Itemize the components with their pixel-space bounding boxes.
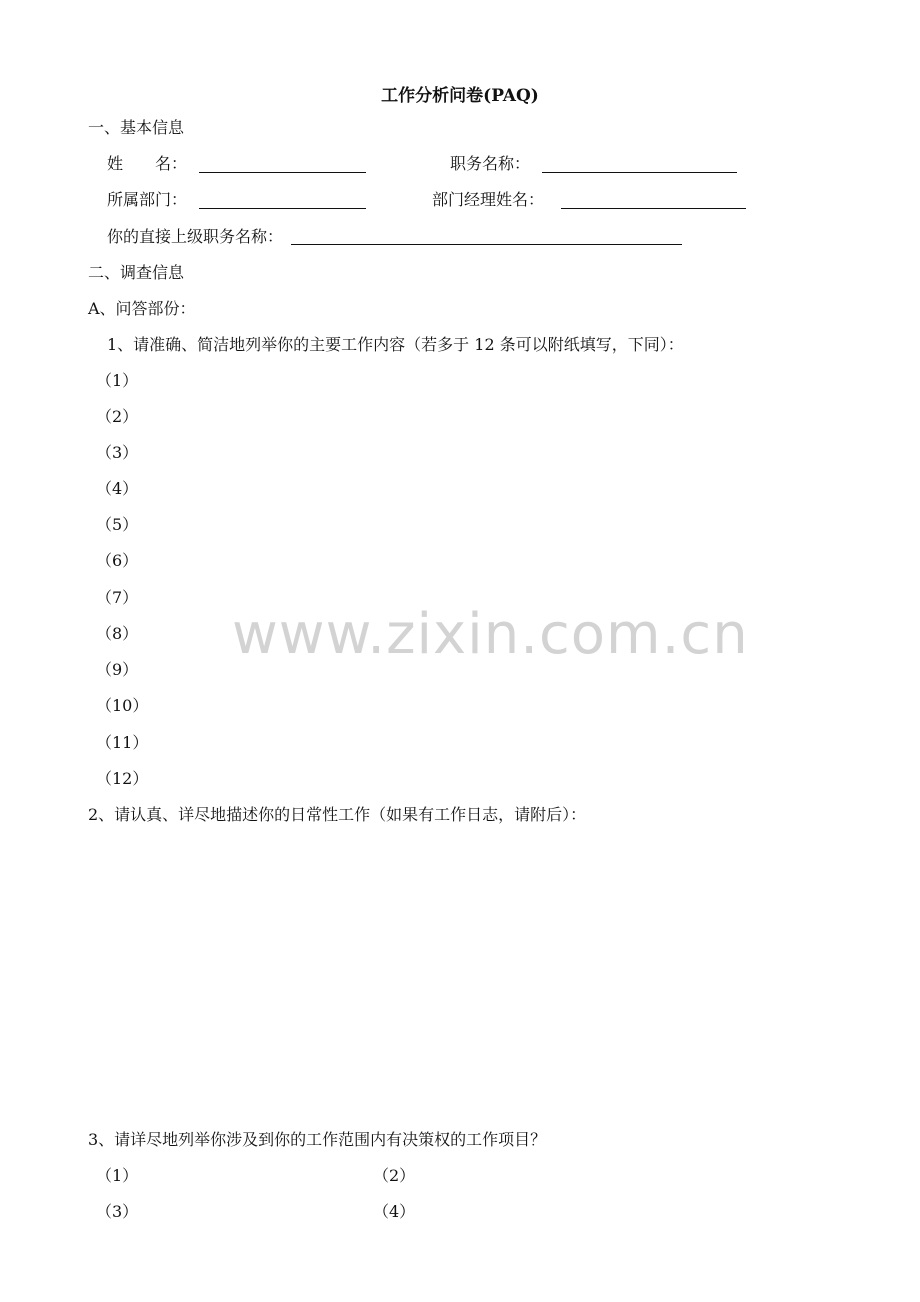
supervisor-title-label: 你的直接上级职务名称： [107,227,284,246]
part-a-heading: A、问答部份： [88,299,196,318]
q1-item: （6） [96,551,139,570]
q1-item: （8） [96,624,139,643]
q1-item: （3） [96,443,139,462]
q1-item: （4） [96,479,139,498]
q1-item: （11） [96,733,149,752]
q1-item: （7） [96,588,139,607]
department-field[interactable] [199,208,366,209]
department-label: 所属部门： [107,190,188,209]
page-title: 工作分析问卷(PAQ) [381,86,539,106]
section-heading-basic-info: 一、基本信息 [88,118,185,137]
section-heading-survey-info: 二、调查信息 [88,263,185,282]
q3-item: （1） [96,1166,139,1185]
q1-item: （5） [96,515,139,534]
q1-item: （2） [96,407,139,426]
q3-item: （3） [96,1202,139,1221]
q1-item: （12） [96,769,149,788]
job-title-label: 职务名称： [450,154,531,173]
dept-manager-label: 部门经理姓名： [432,190,545,209]
watermark: www.zixin.com.cn [232,602,749,667]
q3-item: （4） [373,1202,416,1221]
q1-item: （9） [96,660,139,679]
supervisor-title-field[interactable] [291,244,682,245]
job-title-field[interactable] [542,172,737,173]
question-3: 3、请详尽地列举你涉及到你的工作范围内有决策权的工作项目？ [88,1130,547,1149]
q3-item: （2） [373,1166,416,1185]
q1-item: （1） [96,371,139,390]
question-2: 2、请认真、详尽地描述你的日常性工作（如果有工作日志，请附后）： [88,805,587,824]
q1-item: （10） [96,696,149,715]
dept-manager-field[interactable] [561,208,746,209]
name-label: 姓 名： [107,154,188,173]
name-field[interactable] [199,172,366,173]
question-1: 1、请准确、简洁地列举你的主要工作内容（若多于 12 条可以附纸填写，下同）： [107,335,684,354]
